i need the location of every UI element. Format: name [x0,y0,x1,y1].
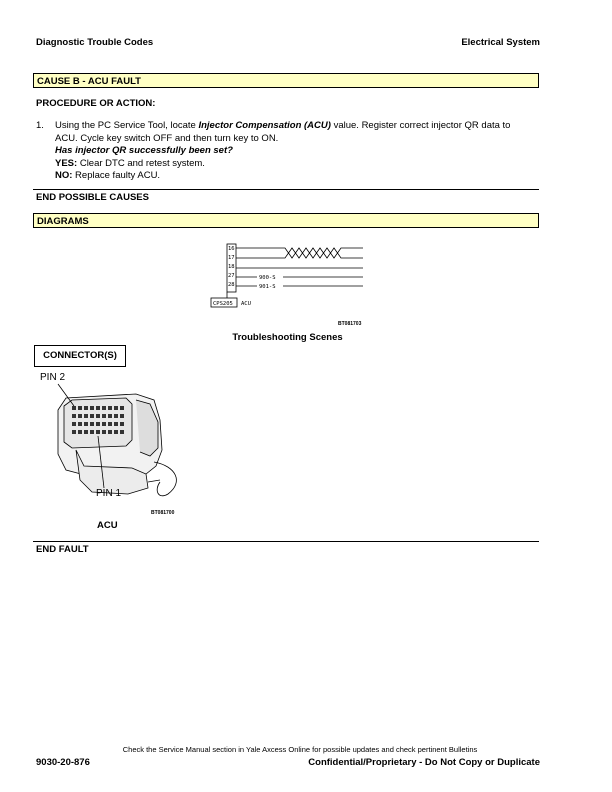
pin-28-label: 28 [228,282,235,288]
connectors-heading: CONNECTOR(S) [34,345,126,367]
end-fault: END FAULT [36,544,89,555]
step-question [55,145,545,158]
pin-16-label: 16 [228,246,235,252]
yes-text: Clear DTC and retest system. [77,157,205,169]
diagram-figure-id: BT081703 [338,321,362,327]
no-label: NO: [55,170,73,181]
wire-17 [236,248,363,258]
cable-end [148,480,160,482]
connector-figure-id: BT081700 [151,510,175,516]
no-text: Replace faulty ACU. [72,170,161,181]
wire-900-label: 900-S [259,275,276,281]
yes-line [55,158,545,171]
step-text [55,120,545,183]
confidential-notice: Confidential/Proprietary - Do Not Copy or Duplicate [308,757,540,768]
footer-note: Check the Service Manual section in Yale Axcess Online for possible updates and check pertinent Bulletins [122,745,478,754]
question-text: Has injector QR successfully been set? [55,145,233,156]
divider-2 [33,541,539,542]
step-line-1 [55,120,545,133]
connector-caption: ACU [97,520,118,531]
step-text-part-a: Using the PC Service Tool, locate [55,120,199,131]
diagrams-heading: DIAGRAMS [33,213,539,228]
pin-27-label: 27 [228,273,235,279]
pin-17-label: 17 [228,255,235,261]
yes-label: YES: [55,157,78,169]
no-line [55,170,545,183]
step-text-part-b: value. Register correct injector QR data to [330,120,511,131]
connector-code: CPS205 [213,301,233,307]
step-number: 1. [36,120,44,131]
connector-name: ACU [241,301,251,307]
header-chapter-title: Electrical System [461,37,540,48]
step-line-2: ACU. Cycle key switch OFF and then turn key to ON. [55,132,279,144]
wire-16 [236,248,363,258]
cause-b-heading: CAUSE B - ACU FAULT [33,73,539,88]
step-emphasis: Injector Compensation (ACU) [198,120,331,131]
wiring-diagram [205,238,385,330]
cable-loop [154,462,176,496]
header-section-title: Diagnostic Trouble Codes [36,37,154,48]
divider-1 [33,189,539,190]
pin2-label: PIN 2 [40,372,66,383]
pin-18-label: 18 [228,264,235,270]
diagram-caption: Troubleshooting Scenes [232,332,343,343]
end-possible-causes: END POSSIBLE CAUSES [36,192,149,203]
page-number: 9030-20-876 [36,757,90,768]
pin1-label: PIN 1 [96,488,122,499]
wire-901-label: 901-S [259,284,276,290]
procedure-label: PROCEDURE OR ACTION: [36,98,156,109]
